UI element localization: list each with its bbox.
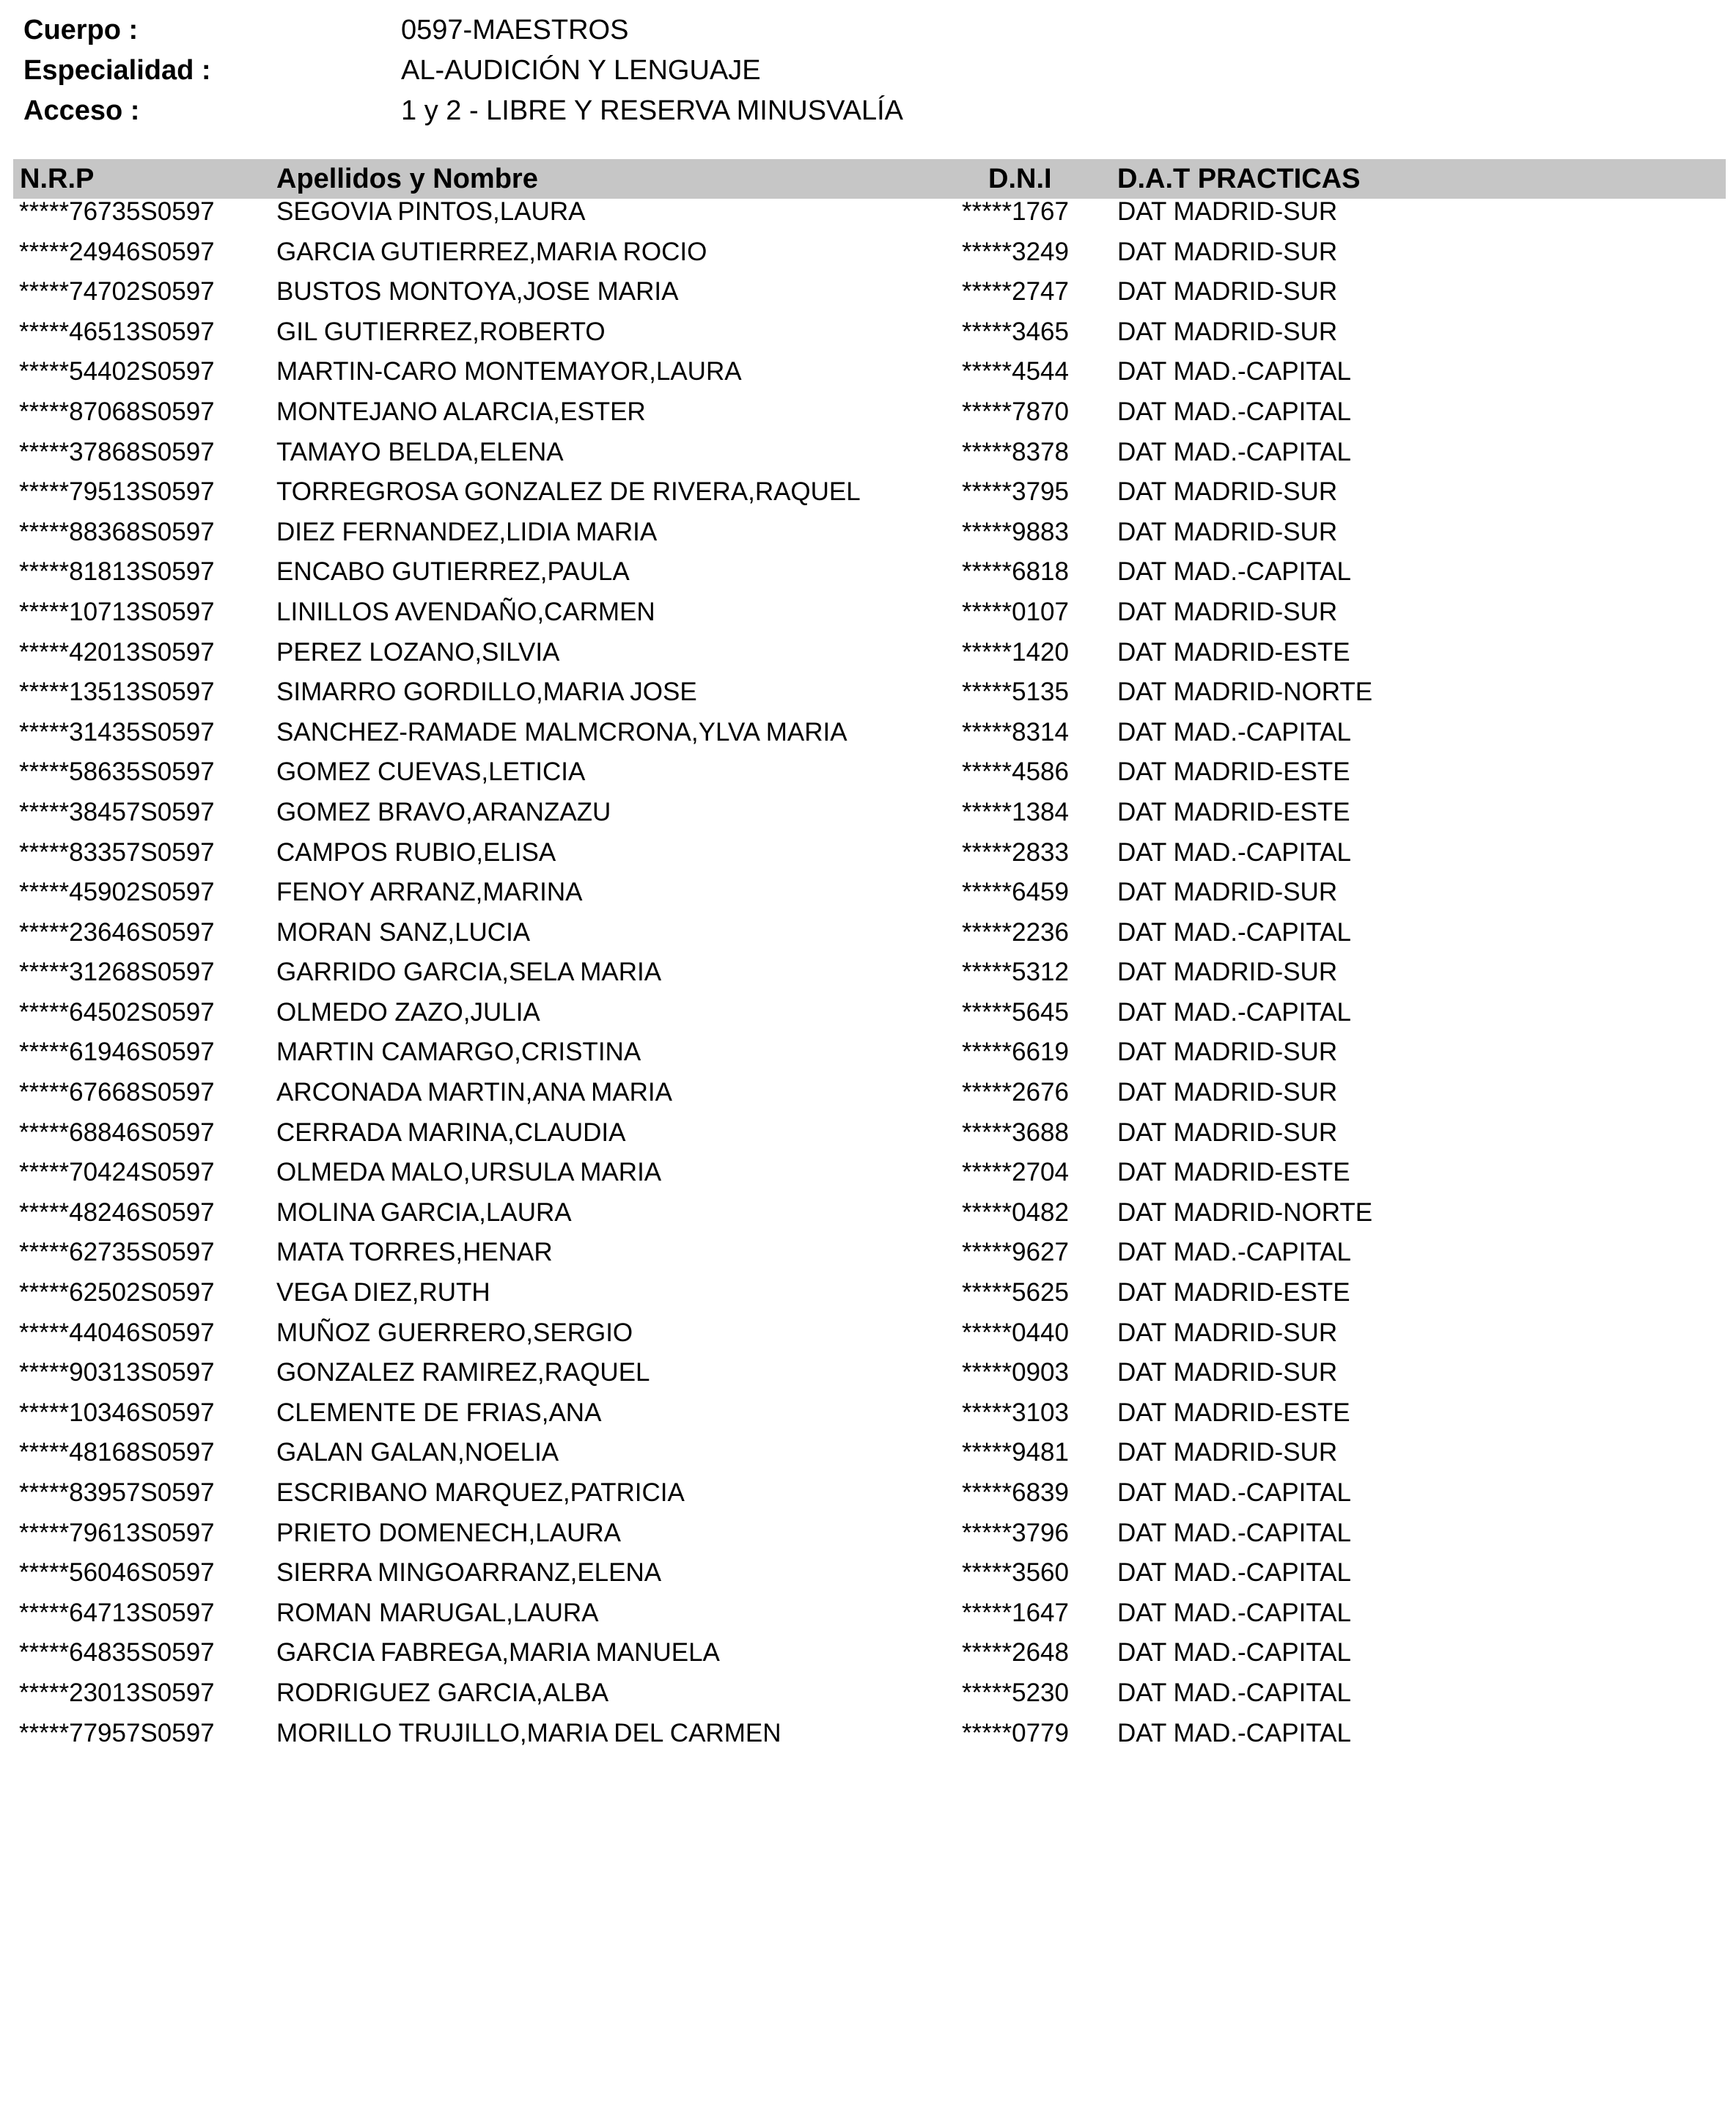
cell-nrp: *****79513S0597 (19, 477, 215, 507)
cell-nrp: *****88368S0597 (19, 517, 215, 546)
table-row (0, 1073, 1736, 1113)
table-row (0, 1633, 1736, 1673)
cell-name: ENCABO GUTIERREZ,PAULA (276, 557, 630, 587)
column-header-nrp: N.R.P (20, 164, 95, 194)
cell-name: VEGA DIEZ,RUTH (276, 1278, 490, 1307)
cell-name: BUSTOS MONTOYA,JOSE MARIA (276, 277, 679, 307)
cell-dat: DAT MADRID-SUR (1117, 477, 1338, 507)
cell-dat: DAT MADRID-ESTE (1117, 757, 1350, 787)
cell-name: SEGOVIA PINTOS,LAURA (276, 197, 586, 226)
cell-dat: DAT MADRID-SUR (1117, 317, 1338, 346)
document-header (23, 10, 1050, 131)
cell-dat: DAT MADRID-ESTE (1117, 637, 1350, 667)
cell-name: GALAN GALAN,NOELIA (276, 1438, 559, 1467)
cell-name: RODRIGUEZ GARCIA,ALBA (276, 1678, 609, 1707)
cell-nrp: *****42013S0597 (19, 637, 215, 667)
cell-dat: DAT MAD.-CAPITAL (1117, 997, 1351, 1027)
cell-dat: DAT MADRID-SUR (1117, 1358, 1338, 1387)
cell-name: MATA TORRES,HENAR (276, 1238, 553, 1267)
cell-nrp: *****44046S0597 (19, 1318, 215, 1347)
cell-name: MORILLO TRUJILLO,MARIA DEL CARMEN (276, 1718, 781, 1747)
cell-name: ARCONADA MARTIN,ANA MARIA (276, 1078, 673, 1107)
cell-dat: DAT MADRID-ESTE (1117, 1398, 1350, 1427)
table-row (0, 793, 1736, 833)
cell-nrp: *****38457S0597 (19, 797, 215, 826)
cell-dat: DAT MAD.-CAPITAL (1117, 1638, 1351, 1667)
cell-name: PEREZ LOZANO,SILVIA (276, 637, 560, 667)
table-row (0, 1393, 1736, 1434)
especialidad-value: AL-AUDICIÓN Y LENGUAJE (401, 55, 761, 86)
table-row (0, 1233, 1736, 1273)
cell-dni: *****3796 (962, 1518, 1069, 1547)
cell-dat: DAT MADRID-SUR (1117, 1078, 1338, 1107)
table-row (0, 873, 1736, 913)
table-row (0, 713, 1736, 753)
cell-name: SANCHEZ-RAMADE MALMCRONA,YLVA MARIA (276, 717, 847, 746)
table-row (0, 433, 1736, 473)
acceso-label: Acceso : (23, 95, 140, 126)
cell-dni: *****2648 (962, 1638, 1069, 1667)
acceso-value: 1 y 2 - LIBRE Y RESERVA MINUSVALÍA (401, 95, 903, 126)
cell-dni: *****5312 (962, 958, 1069, 987)
cell-nrp: *****61946S0597 (19, 1038, 215, 1067)
table-row (0, 953, 1736, 993)
cell-dni: *****5230 (962, 1678, 1069, 1707)
cell-dni: *****2236 (962, 917, 1069, 947)
cell-name: MARTIN-CARO MONTEMAYOR,LAURA (276, 357, 742, 386)
cell-name: MARTIN CAMARGO,CRISTINA (276, 1038, 641, 1067)
cell-dni: *****8314 (962, 717, 1069, 746)
cell-dat: DAT MAD.-CAPITAL (1117, 717, 1351, 746)
table-row (0, 833, 1736, 873)
cell-nrp: *****48168S0597 (19, 1438, 215, 1467)
cell-dni: *****1647 (962, 1598, 1069, 1627)
cell-nrp: *****23013S0597 (19, 1678, 215, 1707)
cell-name: DIEZ FERNANDEZ,LIDIA MARIA (276, 517, 658, 546)
table-row (0, 752, 1736, 793)
cell-nrp: *****77957S0597 (19, 1718, 215, 1747)
cell-dat: DAT MAD.-CAPITAL (1117, 1678, 1351, 1707)
cell-dat: DAT MAD.-CAPITAL (1117, 1238, 1351, 1267)
cell-dat: DAT MAD.-CAPITAL (1117, 1598, 1351, 1627)
especialidad-label: Especialidad : (23, 55, 211, 86)
cell-dni: *****1420 (962, 637, 1069, 667)
cell-dni: *****9883 (962, 517, 1069, 546)
table-row (0, 552, 1736, 592)
cell-dni: *****5645 (962, 997, 1069, 1027)
cell-nrp: *****54402S0597 (19, 357, 215, 386)
table-row (0, 1193, 1736, 1233)
cell-name: GIL GUTIERREZ,ROBERTO (276, 317, 606, 346)
cell-nrp: *****64835S0597 (19, 1638, 215, 1667)
table-row (0, 1032, 1736, 1073)
cell-dat: DAT MADRID-SUR (1117, 878, 1338, 907)
table-row (0, 1553, 1736, 1593)
cell-dni: *****0779 (962, 1718, 1069, 1747)
table-row (0, 1673, 1736, 1714)
cell-name: SIMARRO GORDILLO,MARIA JOSE (276, 678, 697, 707)
cell-nrp: *****83357S0597 (19, 837, 215, 867)
especialidad-row (23, 51, 1050, 91)
cell-name: OLMEDO ZAZO,JULIA (276, 997, 540, 1027)
cell-dat: DAT MADRID-NORTE (1117, 678, 1373, 707)
cell-dat: DAT MAD.-CAPITAL (1117, 1558, 1351, 1588)
table-row (0, 392, 1736, 433)
cell-dat: DAT MADRID-ESTE (1117, 797, 1350, 826)
cell-dat: DAT MADRID-SUR (1117, 197, 1338, 226)
cell-nrp: *****79613S0597 (19, 1518, 215, 1547)
cell-dni: *****1767 (962, 197, 1069, 226)
cell-dat: DAT MAD.-CAPITAL (1117, 1718, 1351, 1747)
table-row (0, 472, 1736, 513)
cell-dni: *****0440 (962, 1318, 1069, 1347)
cell-nrp: *****83957S0597 (19, 1478, 215, 1507)
cell-dat: DAT MAD.-CAPITAL (1117, 837, 1351, 867)
cell-dni: *****7870 (962, 397, 1069, 426)
cell-name: MONTEJANO ALARCIA,ESTER (276, 397, 646, 426)
cell-dni: *****5625 (962, 1278, 1069, 1307)
cell-dat: DAT MADRID-SUR (1117, 1038, 1338, 1067)
table-row (0, 312, 1736, 353)
cell-nrp: *****62735S0597 (19, 1238, 215, 1267)
cell-nrp: *****24946S0597 (19, 237, 215, 266)
cell-dat: DAT MADRID-SUR (1117, 1438, 1338, 1467)
cell-dni: *****6818 (962, 557, 1069, 587)
cell-name: GOMEZ CUEVAS,LETICIA (276, 757, 586, 787)
cell-dat: DAT MADRID-SUR (1117, 958, 1338, 987)
cell-nrp: *****13513S0597 (19, 678, 215, 707)
table-row (0, 352, 1736, 392)
cell-dat: DAT MADRID-SUR (1117, 277, 1338, 307)
cell-dni: *****9627 (962, 1238, 1069, 1267)
column-header-name: Apellidos y Nombre (276, 164, 538, 194)
cell-nrp: *****31435S0597 (19, 717, 215, 746)
cuerpo-value: 0597-MAESTROS (401, 15, 629, 45)
cell-name: GARCIA FABREGA,MARIA MANUELA (276, 1638, 720, 1667)
table-row (0, 192, 1736, 232)
cell-dni: *****5135 (962, 678, 1069, 707)
table-row (0, 272, 1736, 312)
cell-dat: DAT MAD.-CAPITAL (1117, 357, 1351, 386)
table-row (0, 592, 1736, 633)
table-row (0, 513, 1736, 553)
cell-dat: DAT MADRID-SUR (1117, 1118, 1338, 1147)
cell-dni: *****9481 (962, 1438, 1069, 1467)
cell-name: OLMEDA MALO,URSULA MARIA (276, 1158, 662, 1187)
cell-nrp: *****46513S0597 (19, 317, 215, 346)
table-row (0, 633, 1736, 673)
cell-dat: DAT MAD.-CAPITAL (1117, 437, 1351, 466)
cell-dni: *****6839 (962, 1478, 1069, 1507)
cell-dat: DAT MAD.-CAPITAL (1117, 557, 1351, 587)
table-row (0, 993, 1736, 1033)
cell-nrp: *****62502S0597 (19, 1278, 215, 1307)
cuerpo-row (23, 10, 1050, 51)
cell-nrp: *****48246S0597 (19, 1197, 215, 1227)
cell-name: ROMAN MARUGAL,LAURA (276, 1598, 599, 1627)
table-row (0, 232, 1736, 273)
cell-dat: DAT MADRID-NORTE (1117, 1197, 1373, 1227)
table-row (0, 1433, 1736, 1473)
column-header-dat: D.A.T PRACTICAS (1117, 164, 1361, 194)
table-row (0, 1593, 1736, 1634)
table-row (0, 1153, 1736, 1193)
cell-nrp: *****90313S0597 (19, 1358, 215, 1387)
cell-name: MORAN SANZ,LUCIA (276, 917, 531, 947)
table-row (0, 913, 1736, 953)
cell-nrp: *****64502S0597 (19, 997, 215, 1027)
cell-name: GARRIDO GARCIA,SELA MARIA (276, 958, 662, 987)
cell-name: CLEMENTE DE FRIAS,ANA (276, 1398, 602, 1427)
cell-dat: DAT MADRID-ESTE (1117, 1278, 1350, 1307)
cell-dat: DAT MADRID-SUR (1117, 237, 1338, 266)
cell-dat: DAT MADRID-SUR (1117, 517, 1338, 546)
column-header-dni: D.N.I (988, 164, 1052, 194)
cuerpo-label: Cuerpo : (23, 15, 139, 45)
cell-dni: *****2747 (962, 277, 1069, 307)
cell-dat: DAT MADRID-SUR (1117, 597, 1338, 626)
cell-nrp: *****37868S0597 (19, 437, 215, 466)
cell-dni: *****3560 (962, 1558, 1069, 1588)
cell-nrp: *****31268S0597 (19, 958, 215, 987)
cell-nrp: *****81813S0597 (19, 557, 215, 587)
cell-dni: *****2704 (962, 1158, 1069, 1187)
cell-dni: *****6459 (962, 878, 1069, 907)
cell-dni: *****2676 (962, 1078, 1069, 1107)
cell-nrp: *****87068S0597 (19, 397, 215, 426)
cell-dni: *****4544 (962, 357, 1069, 386)
cell-nrp: *****70424S0597 (19, 1158, 215, 1187)
cell-nrp: *****74702S0597 (19, 277, 215, 307)
cell-nrp: *****56046S0597 (19, 1558, 215, 1588)
cell-dni: *****0903 (962, 1358, 1069, 1387)
cell-dni: *****0482 (962, 1197, 1069, 1227)
cell-nrp: *****76735S0597 (19, 197, 215, 226)
cell-name: GONZALEZ RAMIREZ,RAQUEL (276, 1358, 650, 1387)
table-body (0, 192, 1736, 1753)
cell-dni: *****3249 (962, 237, 1069, 266)
cell-dni: *****4586 (962, 757, 1069, 787)
cell-name: SIERRA MINGOARRANZ,ELENA (276, 1558, 662, 1588)
cell-nrp: *****45902S0597 (19, 878, 215, 907)
table-row (0, 1113, 1736, 1153)
cell-name: ESCRIBANO MARQUEZ,PATRICIA (276, 1478, 685, 1507)
cell-name: LINILLOS AVENDAÑO,CARMEN (276, 597, 655, 626)
cell-nrp: *****10346S0597 (19, 1398, 215, 1427)
cell-dni: *****3795 (962, 477, 1069, 507)
cell-dni: *****6619 (962, 1038, 1069, 1067)
cell-dat: DAT MADRID-SUR (1117, 1318, 1338, 1347)
cell-name: MUÑOZ GUERRERO,SERGIO (276, 1318, 633, 1347)
cell-dat: DAT MADRID-ESTE (1117, 1158, 1350, 1187)
cell-nrp: *****64713S0597 (19, 1598, 215, 1627)
table-row (0, 1313, 1736, 1354)
cell-dni: *****1384 (962, 797, 1069, 826)
table-row (0, 1514, 1736, 1554)
table-row (0, 1714, 1736, 1754)
cell-name: GOMEZ BRAVO,ARANZAZU (276, 797, 611, 826)
cell-dat: DAT MAD.-CAPITAL (1117, 397, 1351, 426)
table-row (0, 672, 1736, 713)
table-row (0, 1273, 1736, 1313)
cell-dat: DAT MAD.-CAPITAL (1117, 917, 1351, 947)
cell-name: CAMPOS RUBIO,ELISA (276, 837, 556, 867)
cell-name: GARCIA GUTIERREZ,MARIA ROCIO (276, 237, 707, 266)
cell-dni: *****8378 (962, 437, 1069, 466)
cell-dni: *****3688 (962, 1118, 1069, 1147)
cell-nrp: *****68846S0597 (19, 1118, 215, 1147)
cell-nrp: *****67668S0597 (19, 1078, 215, 1107)
cell-dat: DAT MAD.-CAPITAL (1117, 1518, 1351, 1547)
cell-dni: *****0107 (962, 597, 1069, 626)
cell-name: MOLINA GARCIA,LAURA (276, 1197, 572, 1227)
cell-dat: DAT MAD.-CAPITAL (1117, 1478, 1351, 1507)
cell-name: TAMAYO BELDA,ELENA (276, 437, 564, 466)
cell-nrp: *****23646S0597 (19, 917, 215, 947)
table-row (0, 1353, 1736, 1393)
cell-nrp: *****10713S0597 (19, 597, 215, 626)
cell-dni: *****2833 (962, 837, 1069, 867)
cell-name: FENOY ARRANZ,MARINA (276, 878, 583, 907)
cell-name: PRIETO DOMENECH,LAURA (276, 1518, 621, 1547)
cell-dni: *****3465 (962, 317, 1069, 346)
cell-nrp: *****58635S0597 (19, 757, 215, 787)
cell-name: TORREGROSA GONZALEZ DE RIVERA,RAQUEL (276, 477, 861, 507)
acceso-row (23, 91, 1050, 131)
cell-name: CERRADA MARINA,CLAUDIA (276, 1118, 626, 1147)
table-row (0, 1473, 1736, 1514)
cell-dni: *****3103 (962, 1398, 1069, 1427)
